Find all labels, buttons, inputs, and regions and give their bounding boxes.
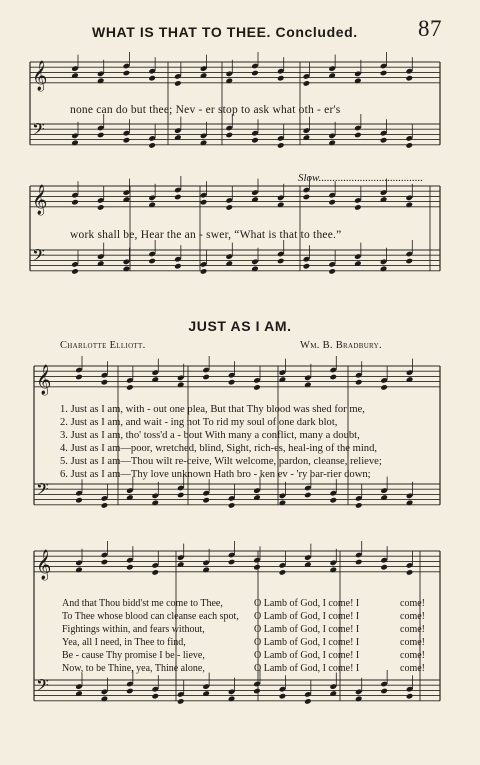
chorus-line: O Lamb of God, I come! I [254,650,360,661]
chorus-col-c [400,597,425,675]
verse-line: 5. Just as I am—Thou wilt re-ceive, Wilt welcome, pardon, cleanse, relieve; [60,456,382,467]
chorus-line: To Thee whose blood can cleanse each spot, [62,611,239,622]
chorus-line: Yea, all I need, in Thee to find, [62,637,186,648]
chorus-line: come! [400,611,425,622]
author-credit: Charlotte Elliott. [60,340,146,351]
chorus-line: Be - cause Thy promise I be - lieve, [62,650,205,661]
svg-text:𝄢: 𝄢 [32,119,45,143]
tempo-marking: Slow...................................... [298,172,424,184]
chorus-line: Now, to be Thine, yea, Thine alone, [62,663,205,674]
chorus-line: O Lamb of God, I come! I [254,624,360,635]
verse-line: 6. Just as I am—Thy love unknown Hath bro - ken ev - 'ry bar-rier down; [60,469,371,480]
chorus-line: come! [400,598,425,609]
lyrics-line-1: none can do but thee; Nev - er stop to ask what oth - er's [70,104,341,116]
page-header-title: WHAT IS THAT TO THEE. Concluded. [92,24,358,40]
chorus-col-b [254,597,359,675]
hymn-title: JUST AS I AM. [188,318,292,334]
verse-line: 2. Just as I am, and wait - ing not To rid my soul of one dark blot, [60,417,338,428]
chorus-line: O Lamb of God, I come! I [254,598,360,609]
verse-line: 1. Just as I am, with - out one plea, But that Thy blood was shed for me, [60,404,365,415]
chorus-line: And that Thou bidd'st me come to Thee, [62,598,223,609]
svg-text:𝄞: 𝄞 [32,185,48,215]
chorus-line: come! [400,624,425,635]
verse-line: 3. Just as I am, tho' toss'd a - bout With many a conflict, many a doubt, [60,430,360,441]
chorus-line: come! [400,663,425,674]
chorus-line: come! [400,637,425,648]
svg-text:𝄞: 𝄞 [36,365,52,395]
svg-text:𝄢: 𝄢 [32,245,45,269]
svg-text:𝄞: 𝄞 [36,550,52,580]
chorus-line: Fightings within, and fears without, [62,624,205,635]
chorus-line: come! [400,650,425,661]
chorus-line: O Lamb of God, I come! I [254,611,360,622]
chorus-line: O Lamb of God, I come! I [254,663,360,674]
verse-line: 4. Just as I am—poor, wretched, blind, Sight, rich-es, heal-ing of the mind, [60,443,378,454]
lyrics-line-2: work shall be, Hear the an - swer, “What is that to thee.” [70,229,342,241]
chorus-line: O Lamb of God, I come! I [254,637,360,648]
svg-text:𝄢: 𝄢 [36,479,49,503]
verse-list [60,403,382,481]
page-number: 87 [418,16,442,41]
chorus-col-a [62,597,239,675]
svg-text:𝄞: 𝄞 [32,61,48,91]
composer-credit: Wm. B. Bradbury. [300,340,382,351]
svg-text:𝄢: 𝄢 [36,675,49,699]
